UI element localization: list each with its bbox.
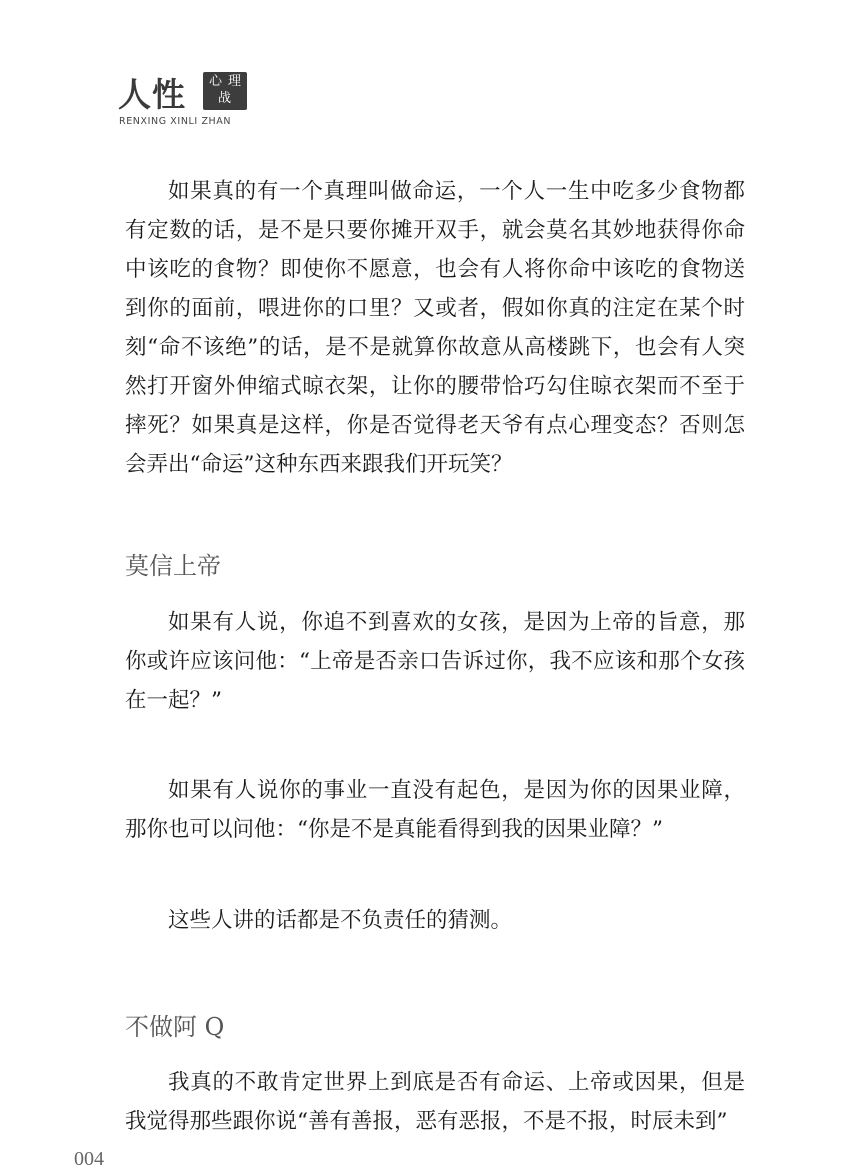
page-body — [125, 172, 745, 1141]
paragraph: 这些人讲的话都是不负责任的猜测。 — [168, 908, 513, 933]
paragraph: 如果有人说，你追不到喜欢的女孩，是因为上帝的旨意，那你或许应该问他：“上帝是否亲口告诉过你，我不应该和那个女孩在一起？” — [125, 610, 745, 713]
paragraph: 如果真的有一个真理叫做命运，一个人一生中吃多少食物都有定数的话，是不是只要你摊开双手，就会莫名其妙地获得你命中该吃的食物？即使你不愿意，也会有人将你命中该吃的食物送到你的面前，喂进你的口里？又或者，假如你真的注定在某个时刻“命不该绝”的话，是不是就算你故意从高楼跳下，也会有人突然打开窗外伸缩式晾衣架，让你的腰带恰巧勾住晾衣架而不至于摔死？如果真是这样，你是否觉得老天爷有点心理变态？否则怎会弄出“命运”这种东西来跟我们开玩笑？ — [125, 179, 745, 477]
section-heading: 莫信上帝 — [125, 552, 221, 580]
section-heading: 不做阿 Q — [125, 1013, 225, 1041]
logo-title: 人性 — [118, 75, 186, 114]
logo-badge-char: 理 — [228, 74, 242, 89]
logo-badge — [203, 72, 247, 110]
paragraph: 我真的不敢肯定世界上到底是否有命运、上帝或因果，但是我觉得那些跟你说“善有善报，恶有恶报，不是不报，时辰未到” — [125, 1070, 745, 1134]
paragraph: 如果有人说你的事业一直没有起色，是因为你的因果业障，那你也可以问他：“你是不是真能看得到我的因果业障？” — [125, 778, 745, 842]
logo-subtitle: RENXING XINLI ZHAN — [119, 116, 232, 127]
logo-badge-char: 心 — [209, 74, 223, 89]
logo-badge-char: 战 — [218, 91, 232, 106]
page-number: 004 — [74, 1148, 104, 1170]
book-series-logo — [118, 70, 258, 132]
